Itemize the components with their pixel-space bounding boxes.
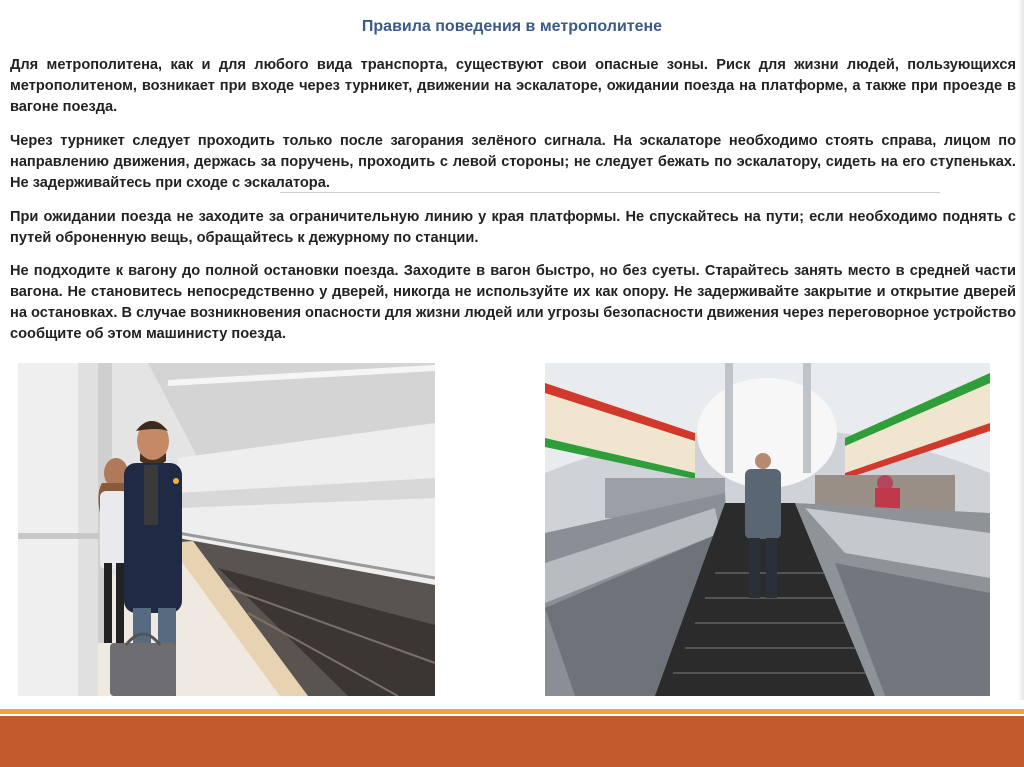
- paragraph-turnstile-escalator: Через турникет следует проходить только после загорания зелёного сигнала. На эскалаторе необходимо стоять справа, лицом по направлению движения, держась за поручень, проходить с левой стороны; не следует бежать по эскалатору, сидеть на его ступеньках. Не задерживайтесь при сходе с эскалатора.: [10, 133, 1016, 191]
- slide-title: Правила поведения в метрополитене: [361, 18, 663, 35]
- slide-edge-shadow: [1018, 0, 1024, 700]
- footer-accent-line: [0, 709, 1024, 714]
- footer-bar: [0, 716, 1024, 767]
- platform-photo: [18, 363, 435, 696]
- paragraph-danger-zones: Для метрополитена, как и для любого вида транспорта, существуют свои опасные зоны. Риск для жизни людей, пользующихся метрополитеном, возникает при входе через турникет, движении на эскалаторе, ожидании поезда на платформе, а также при проезде в вагоне поезда.: [10, 57, 1016, 115]
- paragraph-platform: При ожидании поезда не заходите за ограничительную линию у края платформы. Не спускайтесь на пути; если необходимо поднять с путей оброненную вещь, обращайтесь к дежурному по станции.: [10, 209, 1016, 246]
- divider-line: [280, 192, 940, 193]
- paragraph-train-car: Не подходите к вагону до полной остановки поезда. Заходите в вагон быстро, но без суеты. Старайтесь занять место в средней части вагона. Не становитесь непосредственно у дверей, никогда не используйте их как опору. Не задерживайте закрытие и открытие дверей на остановках. В случае возникновения опасности для жизни людей или угрозы безопасности движения через переговорное устройство сообщите об этом машинисту поезда.: [10, 263, 1016, 342]
- escalator-photo: [545, 363, 990, 696]
